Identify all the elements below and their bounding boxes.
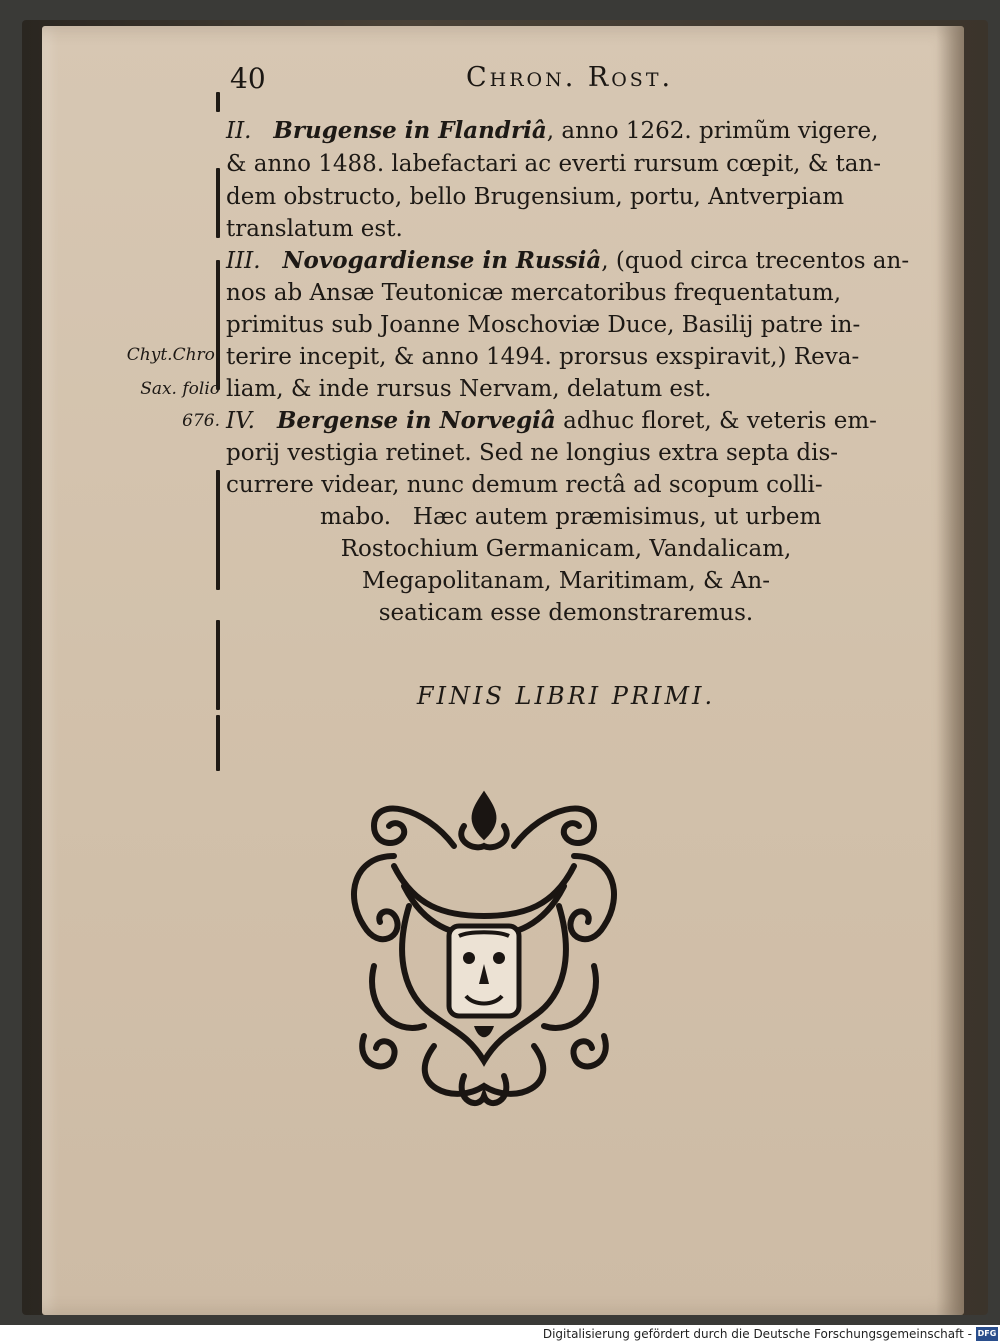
text-line: & anno 1488. labefactari ac everti rursum cœpit, & tan- — [226, 151, 882, 177]
text-run: adhuc floret, & veteris em- — [555, 408, 877, 434]
woodcut-ornament — [334, 786, 634, 1116]
page-number: 40 — [230, 62, 266, 95]
text-run: , anno 1262. primũm vigere, — [546, 118, 879, 144]
text-line: translatum est. — [226, 216, 403, 242]
text-line: seaticam esse demonstraremus. — [378, 600, 754, 626]
text-line — [226, 116, 906, 146]
text-line: mabo. Hæc autem præmisimus, ut urbem — [320, 504, 822, 530]
marginal-note-line: Sax. folio — [140, 379, 220, 399]
marginal-note-line: Chyt.Chro. — [126, 345, 220, 365]
text-run: , (quod circa trecentos an- — [601, 248, 910, 274]
text-line — [226, 406, 906, 436]
digitization-footer — [0, 1325, 1000, 1343]
finis-libri-heading: FINIS LIBRI PRIMI. — [416, 682, 716, 710]
section-number: IV. — [226, 408, 255, 434]
dfg-logo: DFG — [976, 1327, 998, 1341]
text-line — [226, 246, 910, 276]
text-line: dem obstructo, bello Brugensium, portu, Antverpiam — [226, 184, 845, 210]
margin-rule-segment — [216, 715, 220, 771]
marginal-note-line: 676. — [182, 411, 220, 431]
section-number: III. — [226, 248, 261, 274]
margin-rule-segment — [216, 92, 220, 112]
text-line: currere videar, nunc demum rectâ ad scopum colli- — [226, 472, 823, 498]
margin-rule-segment — [216, 620, 220, 710]
text-line: terire incepit, & anno 1494. prorsus exspiravit,) Reva- — [226, 344, 860, 370]
text-line: nos ab Ansæ Teutonicæ mercatoribus frequentatum, — [226, 280, 842, 306]
section-number: II. — [226, 118, 252, 144]
section-heading: Bergense in Norvegiâ — [276, 407, 556, 434]
margin-rule-segment — [216, 470, 220, 590]
text-line: primitus sub Joanne Moschoviæ Duce, Basilij patre in- — [226, 312, 861, 338]
running-title: Chron. Rost. — [466, 62, 674, 93]
text-line: liam, & inde rursus Nervam, delatum est. — [226, 376, 712, 402]
section-heading: Brugense in Flandriâ — [273, 117, 547, 144]
margin-rule-segment — [216, 260, 220, 390]
spine-shadow — [936, 26, 964, 1315]
text-line: Rostochium Germanicam, Vandalicam, — [340, 536, 792, 562]
text-line: porij vestigia retinet. Sed ne longius extra septa dis- — [226, 440, 839, 466]
text-line: Megapolitanam, Maritimam, & An- — [362, 568, 770, 594]
section-heading: Novogardiense in Russiâ — [282, 247, 602, 274]
dfg-credit-text: Digitalisierung gefördert durch die Deutsche Forschungsgemeinschaft - — [542, 1327, 972, 1341]
margin-rule-segment — [216, 168, 220, 238]
